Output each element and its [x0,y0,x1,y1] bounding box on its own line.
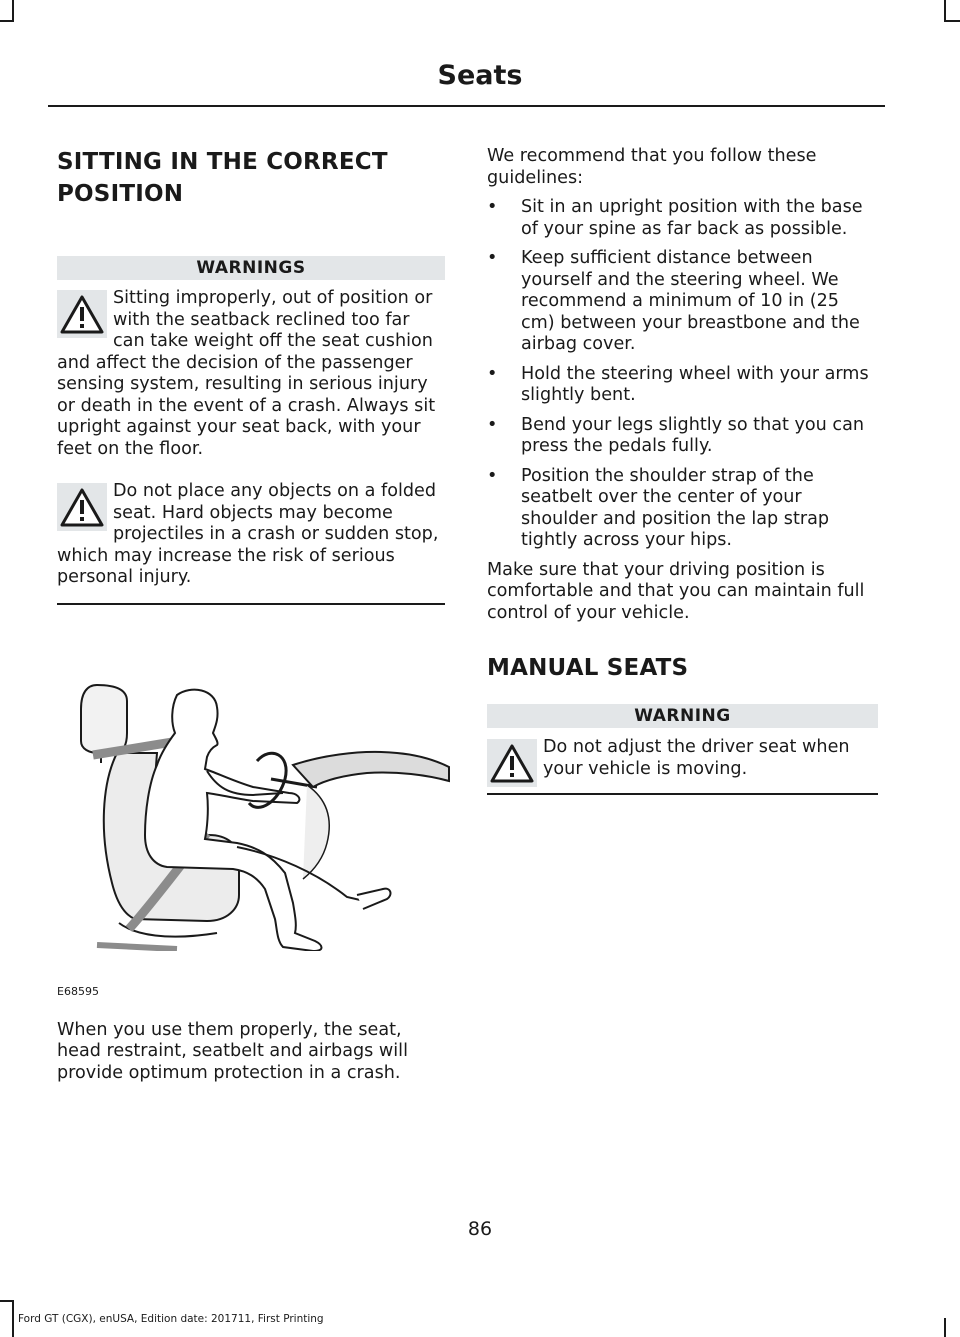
driver-seated-figure [57,683,452,951]
crop-mark [944,20,960,22]
list-item: • Hold the steering wheel with your arms slightly bent. [487,363,869,405]
figure-code: E68595 [57,984,99,998]
page-header-title: Seats [437,60,523,91]
section-title-manual-seats: MANUAL SEATS [487,655,689,681]
closing-text: Make sure that your driving position is comfortable and that you can maintain full control of your vehicle. [487,559,865,623]
warning-text: Do not adjust the driver seat when your vehicle is moving. [543,737,850,779]
crop-mark [12,0,14,22]
warning-item [487,737,878,787]
bullet: • [487,363,498,384]
section-title-sitting: SITTING IN THE CORRECT POSITION [57,149,388,207]
list-item: • Position the shoulder strap of the seatbelt over the center of your shoulder and position the lap strap tightly across your hips. [487,465,830,550]
crop-mark [944,0,946,22]
bullet: • [487,414,498,435]
warning-triangle-icon [487,739,537,787]
bullet: • [487,465,498,486]
bullet: • [487,248,498,268]
list-item: • Keep sufficient distance between yourself and the steering wheel. We recommend a minimum of 10 in (25 cm) between your breastbone and the airbag cover. [487,248,860,354]
list-item: • Sit in an upright position with the base of your spine as far back as possible. [487,197,863,239]
warning-text: Do not place any objects on a folded seat. Hard objects may become projectiles in a crash or sudden stop, which may increase the risk of serious personal injury. [57,481,439,587]
header-rule [48,105,885,107]
guidelines-list [487,197,878,552]
page-number: 86 [467,1218,493,1240]
warnings-end-rule [57,603,445,605]
warning-end-rule [487,793,878,795]
warnings-heading: WARNINGS [57,256,445,280]
crop-mark [0,1300,14,1302]
warning-item [57,481,445,589]
list-item: • Bend your legs slightly so that you can press the pedals fully. [487,414,865,456]
warning-heading: WARNING [487,704,878,728]
edition-info: Ford GT (CGX), enUSA, Edition date: 201711, First Printing [18,1313,324,1325]
bullet: • [487,197,498,217]
right-column [487,146,878,795]
crop-mark [12,1300,14,1337]
crop-mark [0,20,14,22]
left-column [57,146,445,1084]
seating-position-illustration [57,683,452,998]
warning-triangle-icon [57,483,107,531]
warning-text: Sitting improperly, out of position or with the seatback reclined too far can take weight off the seat cushion and affect the decision of the passenger sensing system, resulting in serious injury or death in the event of a crash. Always sit upright against your seat back, with your feet on the floor. [57,288,436,459]
after-figure-text: When you use them properly, the seat, head restraint, seatbelt and airbags will provide optimum protection in a crash. [57,1019,408,1083]
guidelines-intro: We recommend that you follow these guidelines: [487,146,817,188]
crop-mark [944,1318,946,1337]
warning-item [57,288,445,460]
warning-triangle-icon [57,290,107,338]
